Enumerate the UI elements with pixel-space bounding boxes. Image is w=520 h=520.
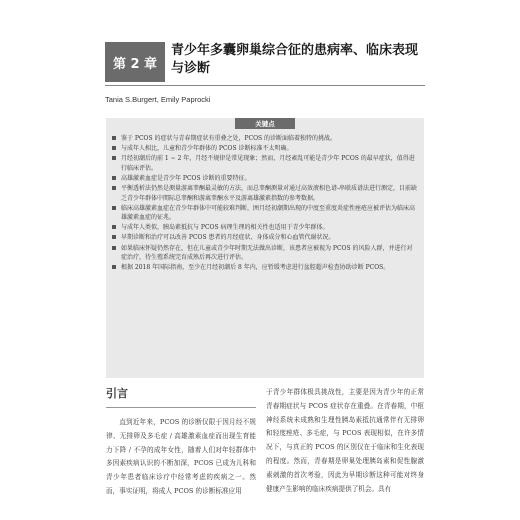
square-bullet-icon bbox=[112, 235, 116, 239]
key-points-heading: 关键点 bbox=[235, 118, 295, 129]
header-divider bbox=[105, 85, 425, 86]
square-bullet-icon bbox=[112, 265, 116, 269]
square-bullet-icon bbox=[112, 206, 116, 210]
key-point-item: 根据 2018 年国际指南，至少在月经初潮后 8 年内，应暂缓考虑进行盆腔超声检查协助诊断 PCOS。 bbox=[112, 263, 418, 273]
chapter-title: 青少年多囊卵巢综合征的患病率、临床表现与诊断 bbox=[171, 43, 419, 76]
intro-left-column bbox=[106, 385, 256, 499]
key-points-list bbox=[112, 134, 418, 273]
key-point-item: 如果临床怀疑仍然存在，但在儿童或青少年时期无法做出诊断，该患者应被视为 PCOS 的风险人群，并进行对症治疗，待生殖系统完育成熟后再次进行评估。 bbox=[112, 244, 418, 263]
key-points-box bbox=[106, 118, 424, 378]
key-point-item: 鉴于 PCOS 的症状与青春期症状有重叠之处，PCOS 的诊断面临着独特的挑战。 bbox=[112, 134, 418, 144]
square-bullet-icon bbox=[112, 246, 116, 250]
square-bullet-icon bbox=[112, 146, 116, 150]
square-bullet-icon bbox=[112, 176, 116, 180]
chapter-header bbox=[105, 42, 425, 82]
chapter-number-badge: 第 2 章 bbox=[105, 42, 165, 82]
key-point-item: 与成年人类似，胰岛素抵抗与 PCOS 病理生理的相关性也适用于青少年群体。 bbox=[112, 223, 418, 233]
key-point-item: 早期诊断和治疗可以改善 PCOS 患者的月经症状、身体成分和心血管代谢状况。 bbox=[112, 233, 418, 243]
square-bullet-icon bbox=[112, 136, 116, 140]
authors: Tania S.Burgert, Emily Paprocki bbox=[105, 95, 211, 104]
key-point-item: 与成年人相比，儿童和青少年群体的 PCOS 诊断标准不太明确。 bbox=[112, 144, 418, 154]
section-divider bbox=[106, 407, 256, 408]
intro-right-column bbox=[266, 386, 424, 496]
key-point-item: 临床高雄激素血症在青少年群体中可能较难判断，囲月经初潮期出现的中度至重度炎症性痤疮应被评估为临床高雄激素血症的征兆。 bbox=[112, 204, 418, 223]
intro-paragraph-continued: 于青少年群体极具挑战性，主要是因为青少年的正常青春期症状与 PCOS 症状存在重叠。在青春期，中枢神经系统未成熟和生理性胰岛素抵抗通常伴有无排卵和轻度痤疮、多毛症，与 PCOS 表现相似，在许多情况下，与真正的 PCOS 的区别仅在于临床和生化表现的程度。然而，青春期是卵巢处理胰岛素和促性腺激素刺激的首次考验，因此为早期诊断这种可能对终身健康产生影响的临床疾病提供了机会。具有 bbox=[266, 388, 424, 493]
square-bullet-icon bbox=[112, 156, 116, 160]
key-point-item: 月经初潮后的前 1 ~ 2 年，月经不规律是常见现象；然而，月经紊乱可能是青少年 PCOS 的最早症状，值得进行临床评估。 bbox=[112, 154, 418, 173]
key-point-item: 平衡透析法仍然是测量游离睾酮最灵敏的方法，而总睾酮测量对通过高效液相色谱-串联质谱法进行测定，目前缺乏青少年群体中関际总睾酮和游离睾酮水平及游离雄激素指数的参考数据。 bbox=[112, 184, 418, 203]
square-bullet-icon bbox=[112, 225, 116, 229]
square-bullet-icon bbox=[112, 186, 116, 190]
key-point-item: 高雄激素血症是青少年 PCOS 诊断的重要特征。 bbox=[112, 174, 418, 184]
section-title: 引言 bbox=[106, 387, 128, 400]
intro-paragraph: 直到近年来，PCOS 的诊断仅限于因月经不规律、无排卵及多毛症 / 高雄激素血症而出现生育能力下降 / 不孕的成年女性，随着人们对年轻群体中多因素疾病认识的不断加深，PCOS 已成为儿科和青少年患者临床诊疗中经常考虑的疾病之一。然而，事实证明，将成人 PCOS 的诊断标准应用 bbox=[106, 418, 256, 495]
